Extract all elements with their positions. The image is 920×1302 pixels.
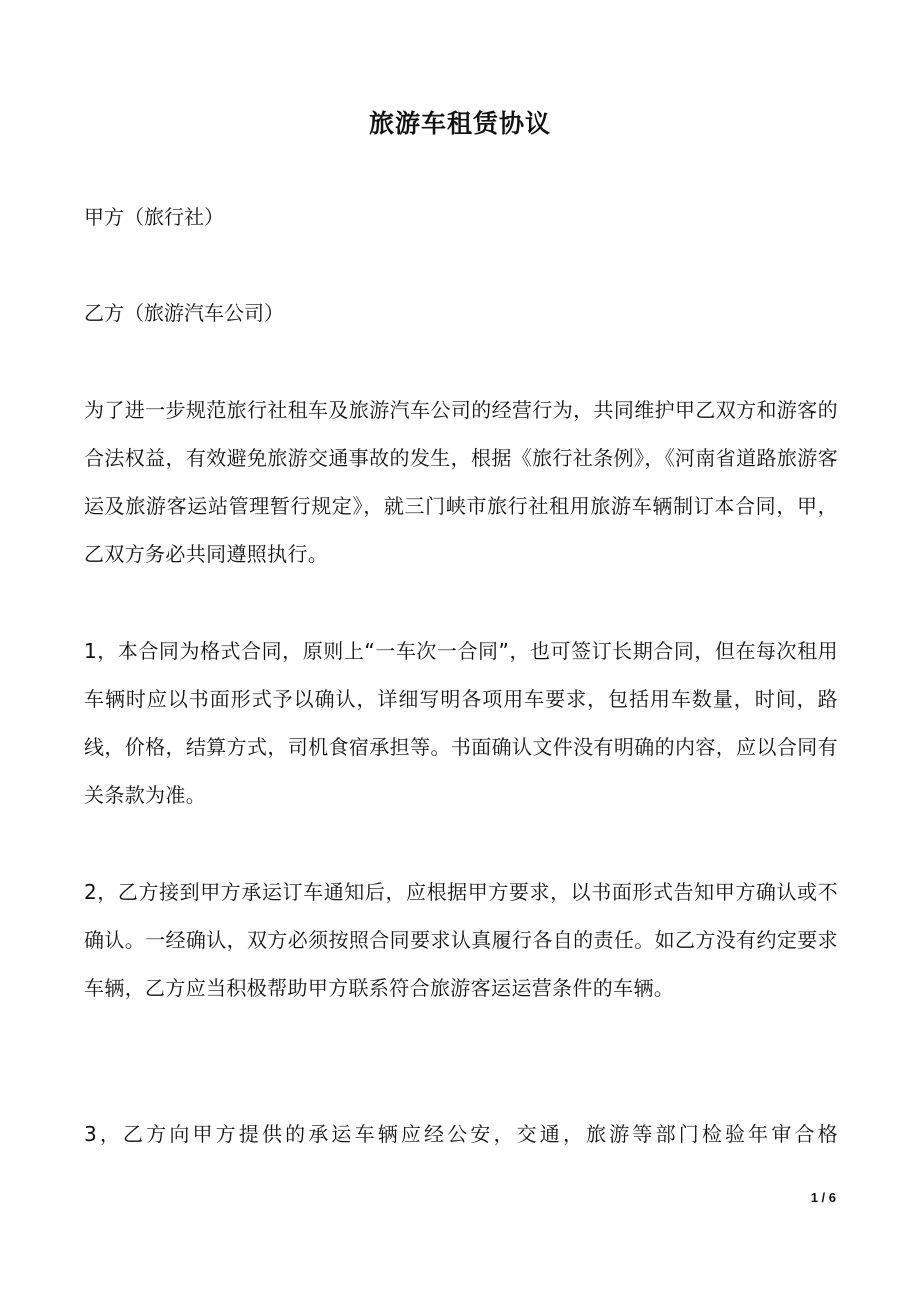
clause-2: 2，乙方接到甲方承运订车通知后，应根据甲方要求，以书面形式告知甲方确认或不确认。一经确认，双方必须按照合同要求认真履行各自的责任。如乙方没有约定要求车辆，乙方应当积极帮助甲方联系符合旅游客运运营条件的车辆。 xyxy=(84,880,838,1000)
party-b: 乙方（旅游汽车公司） xyxy=(84,301,284,325)
document-title: 旅游车租赁协议 xyxy=(368,109,551,138)
clause-3: 3，乙方向甲方提供的承运车辆应经公安，交通，旅游等部门检验年审合格 xyxy=(84,1122,838,1146)
page-number: 1 / 6 xyxy=(810,1190,836,1205)
party-a: 甲方（旅行社） xyxy=(84,205,224,229)
preamble-paragraph: 为了进一步规范旅行社租车及旅游汽车公司的经营行为，共同维护甲乙双方和游客的合法权益，有效避免旅游交通事故的发生，根据《旅行社条例》，《河南省道路旅游客运及旅游客运站管理暂行规定》，就三门峡市旅行社租用旅游车辆制订本合同，甲，乙双方务必共同遵照执行。 xyxy=(84,398,838,566)
clause-1: 1，本合同为格式合同，原则上“一车次一合同”，也可签订长期合同，但在每次租用车辆时应以书面形式予以确认，详细写明各项用车要求，包括用车数量，时间，路线，价格，结算方式，司机食宿承担等。书面确认文件没有明确的内容，应以合同有关条款为准。 xyxy=(84,639,838,807)
